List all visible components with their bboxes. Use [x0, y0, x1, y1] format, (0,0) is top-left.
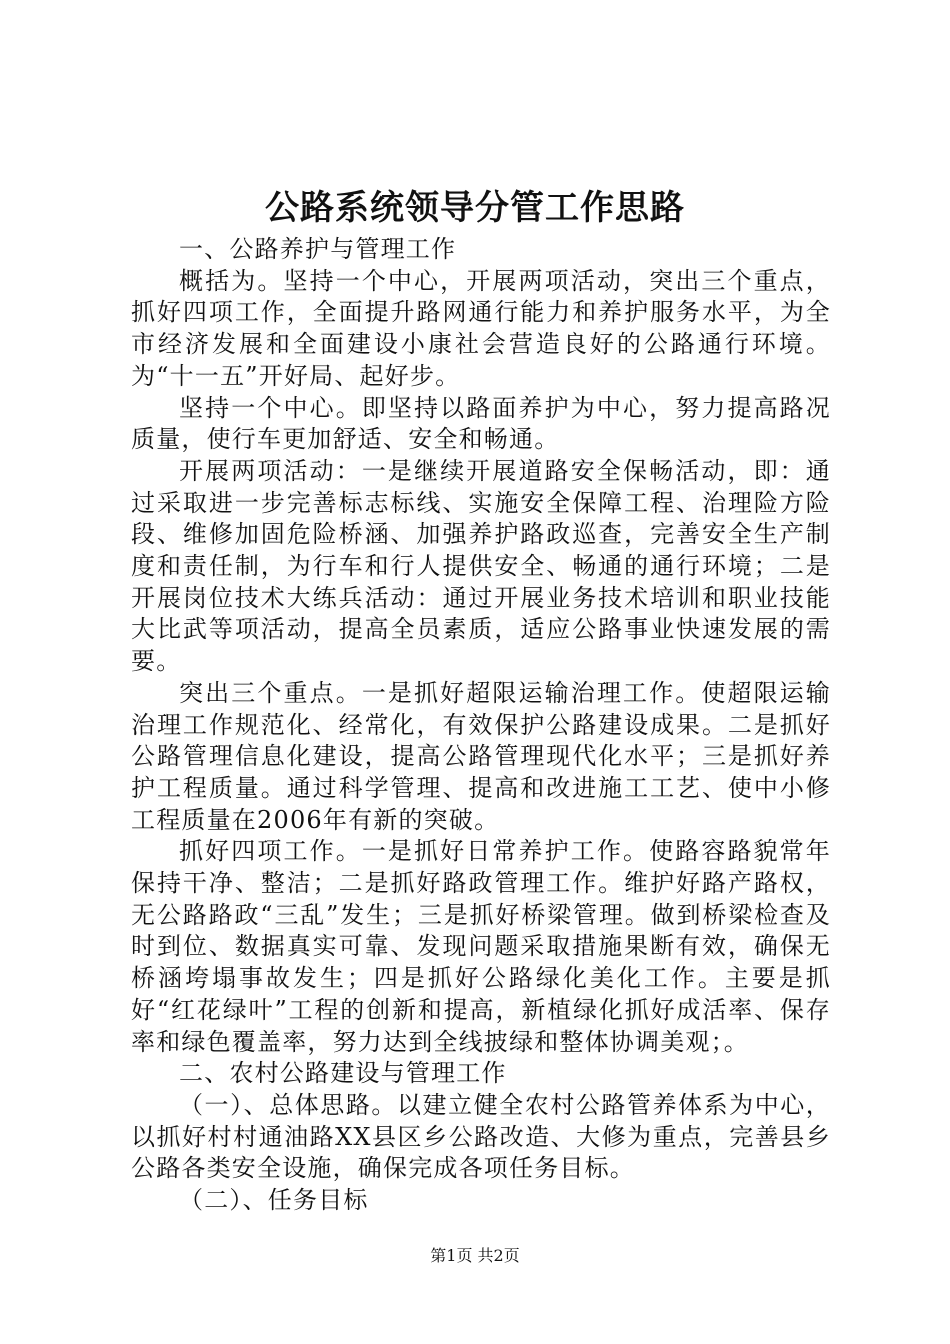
- paragraph-overall-approach: （一）、总体思路。以建立健全农村公路管养体系为中心，以抓好村村通油路XX县区乡公路改造、大修为重点，完善县乡公路各类安全设施，确保完成各项任务目标。: [131, 1090, 831, 1183]
- paragraph-four-tasks: 抓好四项工作。一是抓好日常养护工作。使路容路貌常年保持干净、整洁；二是抓好路政管理工作。维护好路产路权，无公路路政“三乱”发生；三是抓好桥梁管理。做到桥梁检查及时到位、数据真实可靠、发现问题采取措施果断有效，确保无桥涵垮塌事故发生；四是抓好公路绿化美化工作。主要是抓好“红花绿叶”工程的创新和提高，新植绿化抓好成活率、保存率和绿色覆盖率，努力达到全线披绿和整体协调美观；。: [131, 837, 831, 1056]
- paragraph-task-goals: （二）、任务目标: [179, 1186, 369, 1215]
- section-heading-2: 二、农村公路建设与管理工作: [179, 1059, 507, 1088]
- paragraph-summary: 概括为。坚持一个中心，开展两项活动，突出三个重点，抓好四项工作，全面提升路网通行能力和养护服务水平，为全市经济发展和全面建设小康社会营造良好的公路通行环境。为“十一五”开好局、起好步。: [131, 266, 831, 390]
- paragraph-one-center: 坚持一个中心。即坚持以路面养护为中心，努力提高路况质量，使行车更加舒适、安全和畅通。: [131, 393, 831, 454]
- paragraph-two-activities: 开展两项活动：一是继续开展道路安全保畅活动，即：通过采取进一步完善标志标线、实施安全保障工程、治理险方险段、维修加固危险桥涵、加强养护路政巡查，完善安全生产制度和责任制，为行车和行人提供安全、畅通的通行环境；二是开展岗位技术大练兵活动：通过开展业务技术培训和职业技能大比武等项活动，提高全员素质，适应公路事业快速发展的需要。: [131, 456, 831, 676]
- document-title: 公路系统领导分管工作思路: [265, 188, 685, 228]
- section-heading-1: 一、公路养护与管理工作: [179, 235, 457, 263]
- page-number-footer: 第1页 共2页: [430, 1246, 520, 1265]
- paragraph-three-priorities: 突出三个重点。一是抓好超限运输治理工作。使超限运输治理工作规范化、经常化，有效保护公路建设成果。二是抓好公路管理信息化建设，提高公路管理现代化水平；三是抓好养护工程质量。通过科学管理、提高和改进施工工艺、使中小修工程质量在2006年有新的突破。: [131, 678, 831, 834]
- document-body: [131, 234, 831, 1217]
